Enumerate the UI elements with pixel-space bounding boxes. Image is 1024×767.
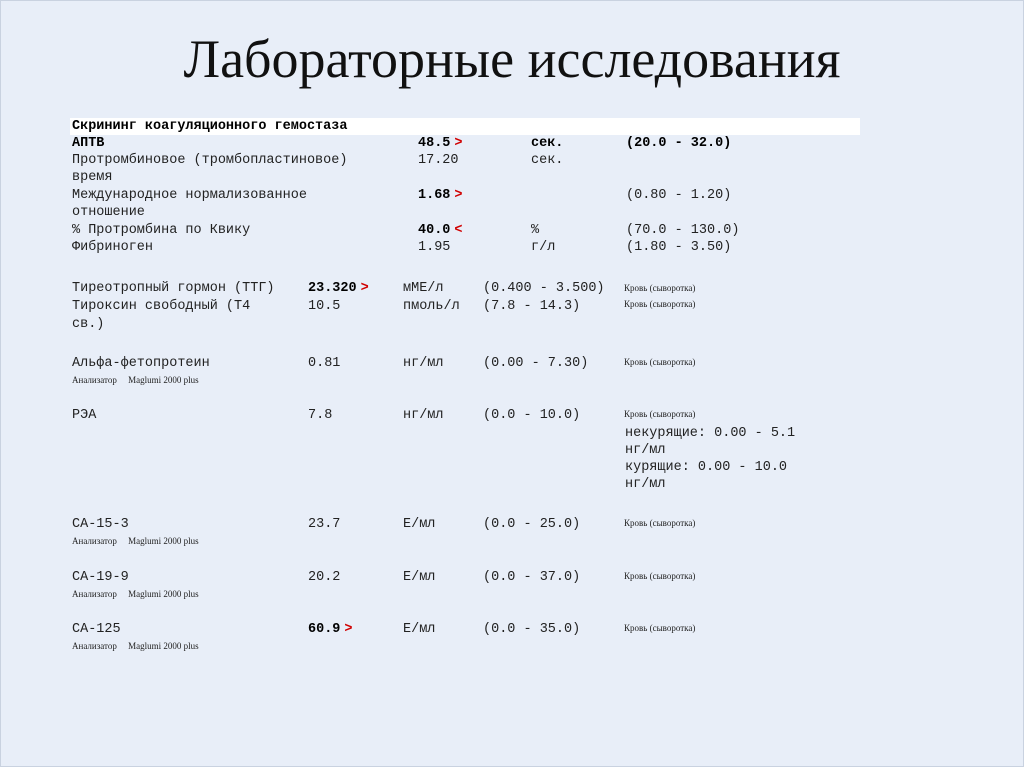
aptv-unit: сек. [531, 136, 564, 151]
ca199-unit: Е/мл [403, 570, 436, 585]
t4-name-1: Тироксин свободный (Т4 [72, 299, 251, 314]
aptv-value-cell [418, 135, 463, 152]
tsh-unit: мМЕ/л [403, 281, 444, 296]
ca125-flag: > [344, 622, 353, 637]
ca125-material: Кровь (сыворотка) [624, 623, 696, 633]
quick-value-cell [418, 222, 463, 239]
prothrombin-value: 17.20 [418, 153, 459, 168]
tsh-value-cell [308, 280, 369, 297]
fibrinogen-value: 1.95 [418, 240, 451, 255]
aptv-flag: > [454, 136, 463, 151]
quick-flag: < [454, 223, 463, 238]
t4-material: Кровь (сыворотка) [624, 299, 696, 309]
prothrombin-name-2: время [72, 170, 113, 185]
afp-analyzer: Анализатор Maglumi 2000 plus [72, 375, 199, 385]
tsh-material: Кровь (сыворотка) [624, 283, 696, 293]
ca153-value: 23.7 [308, 517, 341, 532]
ca125-name: CA-125 [72, 622, 121, 637]
tsh-name: Тиреотропный гормон (ТТГ) [72, 281, 275, 296]
tsh-flag: > [360, 281, 369, 296]
ca199-analyzer: Анализатор Maglumi 2000 plus [72, 589, 199, 599]
inr-name-2: отношение [72, 205, 145, 220]
inr-value-cell [418, 187, 463, 204]
ca125-value: 60.9 [308, 622, 341, 637]
page-title: Лабораторные исследования [183, 29, 841, 89]
inr-name-1: Международное нормализованное [72, 188, 307, 203]
fibrinogen-name: Фибриноген [72, 240, 154, 255]
inr-ref: (0.80 - 1.20) [626, 188, 732, 203]
ca199-material: Кровь (сыворотка) [624, 571, 696, 581]
tsh-value: 23.320 [308, 281, 357, 296]
aptv-name: АПТВ [72, 136, 105, 151]
afp-material: Кровь (сыворотка) [624, 357, 696, 367]
inr-value: 1.68 [418, 188, 451, 203]
rea-ref: (0.0 - 10.0) [483, 408, 581, 423]
fibrinogen-unit: г/л [531, 240, 556, 255]
rea-material: Кровь (сыворотка) [624, 409, 696, 419]
quick-value: 40.0 [418, 223, 451, 238]
ca199-name: CA-19-9 [72, 570, 129, 585]
quick-ref: (70.0 - 130.0) [626, 223, 740, 238]
fibrinogen-ref: (1.80 - 3.50) [626, 240, 732, 255]
t4-value: 10.5 [308, 299, 341, 314]
ca153-name: CA-15-3 [72, 517, 129, 532]
rea-note-nonsmokers: некурящие: 0.00 - 5.1 [625, 426, 796, 441]
aptv-ref: (20.0 - 32.0) [626, 136, 732, 151]
afp-value: 0.81 [308, 356, 341, 371]
aptv-value: 48.5 [418, 136, 451, 151]
t4-unit: пмоль/л [403, 299, 460, 314]
afp-name: Альфа-фетопротеин [72, 356, 210, 371]
rea-note-unit-2: нг/мл [625, 477, 666, 492]
ca199-ref: (0.0 - 37.0) [483, 570, 581, 585]
ca153-unit: Е/мл [403, 517, 436, 532]
ca125-unit: Е/мл [403, 622, 436, 637]
tsh-ref: (0.400 - 3.500) [483, 281, 605, 296]
inr-flag: > [454, 188, 463, 203]
rea-unit: нг/мл [403, 408, 444, 423]
ca199-value: 20.2 [308, 570, 341, 585]
t4-ref: (7.8 - 14.3) [483, 299, 581, 314]
prothrombin-name-1: Протромбиновое (тромбопластиновое) [72, 153, 348, 168]
t4-name-2: св.) [72, 317, 105, 332]
afp-ref: (0.00 - 7.30) [483, 356, 589, 371]
ca153-analyzer: Анализатор Maglumi 2000 plus [72, 536, 199, 546]
ca153-ref: (0.0 - 25.0) [483, 517, 581, 532]
ca153-material: Кровь (сыворотка) [624, 518, 696, 528]
coag-header: Скрининг коагуляционного гемостаза [72, 119, 348, 134]
rea-name: РЭА [72, 408, 97, 423]
rea-note-smokers: курящие: 0.00 - 10.0 [625, 460, 788, 475]
ca125-value-cell [308, 621, 353, 638]
quick-name: % Протромбина по Квику [72, 223, 251, 238]
rea-value: 7.8 [308, 408, 333, 423]
prothrombin-unit: сек. [531, 153, 564, 168]
ca125-ref: (0.0 - 35.0) [483, 622, 581, 637]
afp-unit: нг/мл [403, 356, 444, 371]
quick-unit: % [531, 223, 540, 238]
ca125-analyzer: Анализатор Maglumi 2000 plus [72, 641, 199, 651]
rea-note-unit-1: нг/мл [625, 443, 666, 458]
